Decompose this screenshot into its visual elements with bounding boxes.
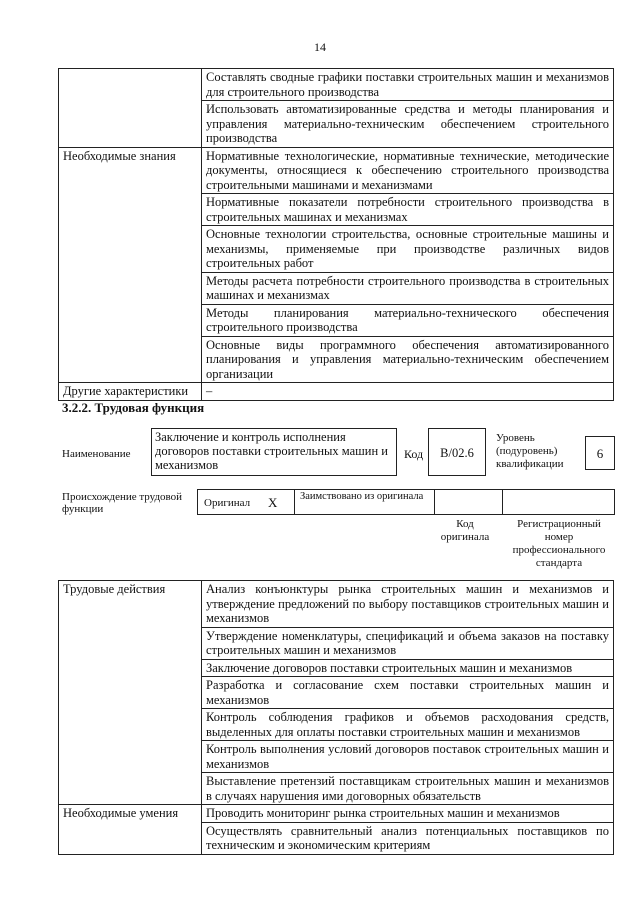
row-label: Необходимые знания [59, 147, 202, 383]
row-label [59, 69, 202, 148]
code-label: Код [404, 447, 424, 461]
table-row [59, 69, 614, 101]
name-label: Наименование [62, 448, 131, 460]
page-number: 14 [314, 40, 326, 54]
row-text: Нормативные технологические, нормативные технические, методические документы, относящиеся к обеспечению строительного производства строительными машинами и механизмами [202, 147, 614, 194]
section-heading: 3.2.2. Трудовая функция [62, 400, 205, 415]
borrowed-label: Заимствовано из оригинала [300, 491, 424, 502]
row-text: Контроль выполнения условий договоров поставок строительных машин и механизмов [202, 741, 614, 773]
row-text: Контроль соблюдения графиков и объемов расходования средств, выделенных для оплаты поставки строительных машин и механизмов [202, 709, 614, 741]
table-row [59, 147, 614, 194]
row-text: Методы расчета потребности строительного производства в строительных машинах и механизмах [202, 272, 614, 304]
reg-caption: Регистрационный номер профессионального стандарта [512, 518, 606, 569]
row-text: Использовать автоматизированные средства и методы планирования и управления материально-техническим обеспечением строительного производства [202, 101, 614, 148]
row-text: Проводить мониторинг рынка строительных машин и механизмов [202, 805, 614, 823]
row-text: Нормативные показатели потребности строительного производства в строительных машинах и механизмах [202, 194, 614, 226]
original-mark: X [268, 495, 278, 510]
row-label: Необходимые умения [59, 805, 202, 855]
row-text: Заключение договоров поставки строительных машин и механизмов [202, 659, 614, 677]
row-label: Трудовые действия [59, 581, 202, 805]
row-text: Основные технологии строительства, основные строительные машины и механизмы, применяемые при производстве различных видов строительных работ [202, 226, 614, 273]
code-caption: Код оригинала [440, 518, 490, 543]
origin-strip [197, 489, 615, 515]
row-text: Утверждение номенклатуры, спецификаций и объема заказов на поставку строительных машин и механизмов [202, 627, 614, 659]
table-row [59, 805, 614, 823]
row-text: Основные виды программного обеспечения автоматизированного планирования и управления материально-техническим обеспечением организации [202, 336, 614, 383]
knowledge-table [58, 68, 614, 401]
origin-label: Происхождение трудовой функции [62, 491, 183, 515]
row-text: Составлять сводные графики поставки строительных машин и механизмов для строительного производства [202, 69, 614, 101]
row-text: – [202, 383, 614, 401]
row-text: Разработка и согласование схем поставки строительных машин и механизмов [202, 677, 614, 709]
row-text: Осуществлять сравнительный анализ потенциальных поставщиков по техническим и экономическим критериям [202, 822, 614, 854]
function-name: Заключение и контроль исполнения договоров поставки строительных машин и механизмов [151, 428, 397, 476]
table-row [59, 581, 614, 628]
original-label: Оригинал [204, 497, 251, 509]
row-label: Другие характеристики [59, 383, 202, 401]
function-code: B/02.6 [428, 428, 486, 476]
actions-table [58, 580, 614, 855]
level-label: Уровень (подуровень) квалификации [496, 432, 564, 470]
table-row [59, 383, 614, 401]
level-value: 6 [585, 436, 615, 470]
row-text: Методы планирования материально-технического обеспечения строительного производства [202, 304, 614, 336]
row-text: Выставление претензий поставщикам строительных машин и механизмов в случаях нарушения ими договорных обязательств [202, 773, 614, 805]
row-text: Анализ конъюнктуры рынка строительных машин и механизмов и утверждение предложений по выбору поставщиков строительных машин и механизмов [202, 581, 614, 628]
